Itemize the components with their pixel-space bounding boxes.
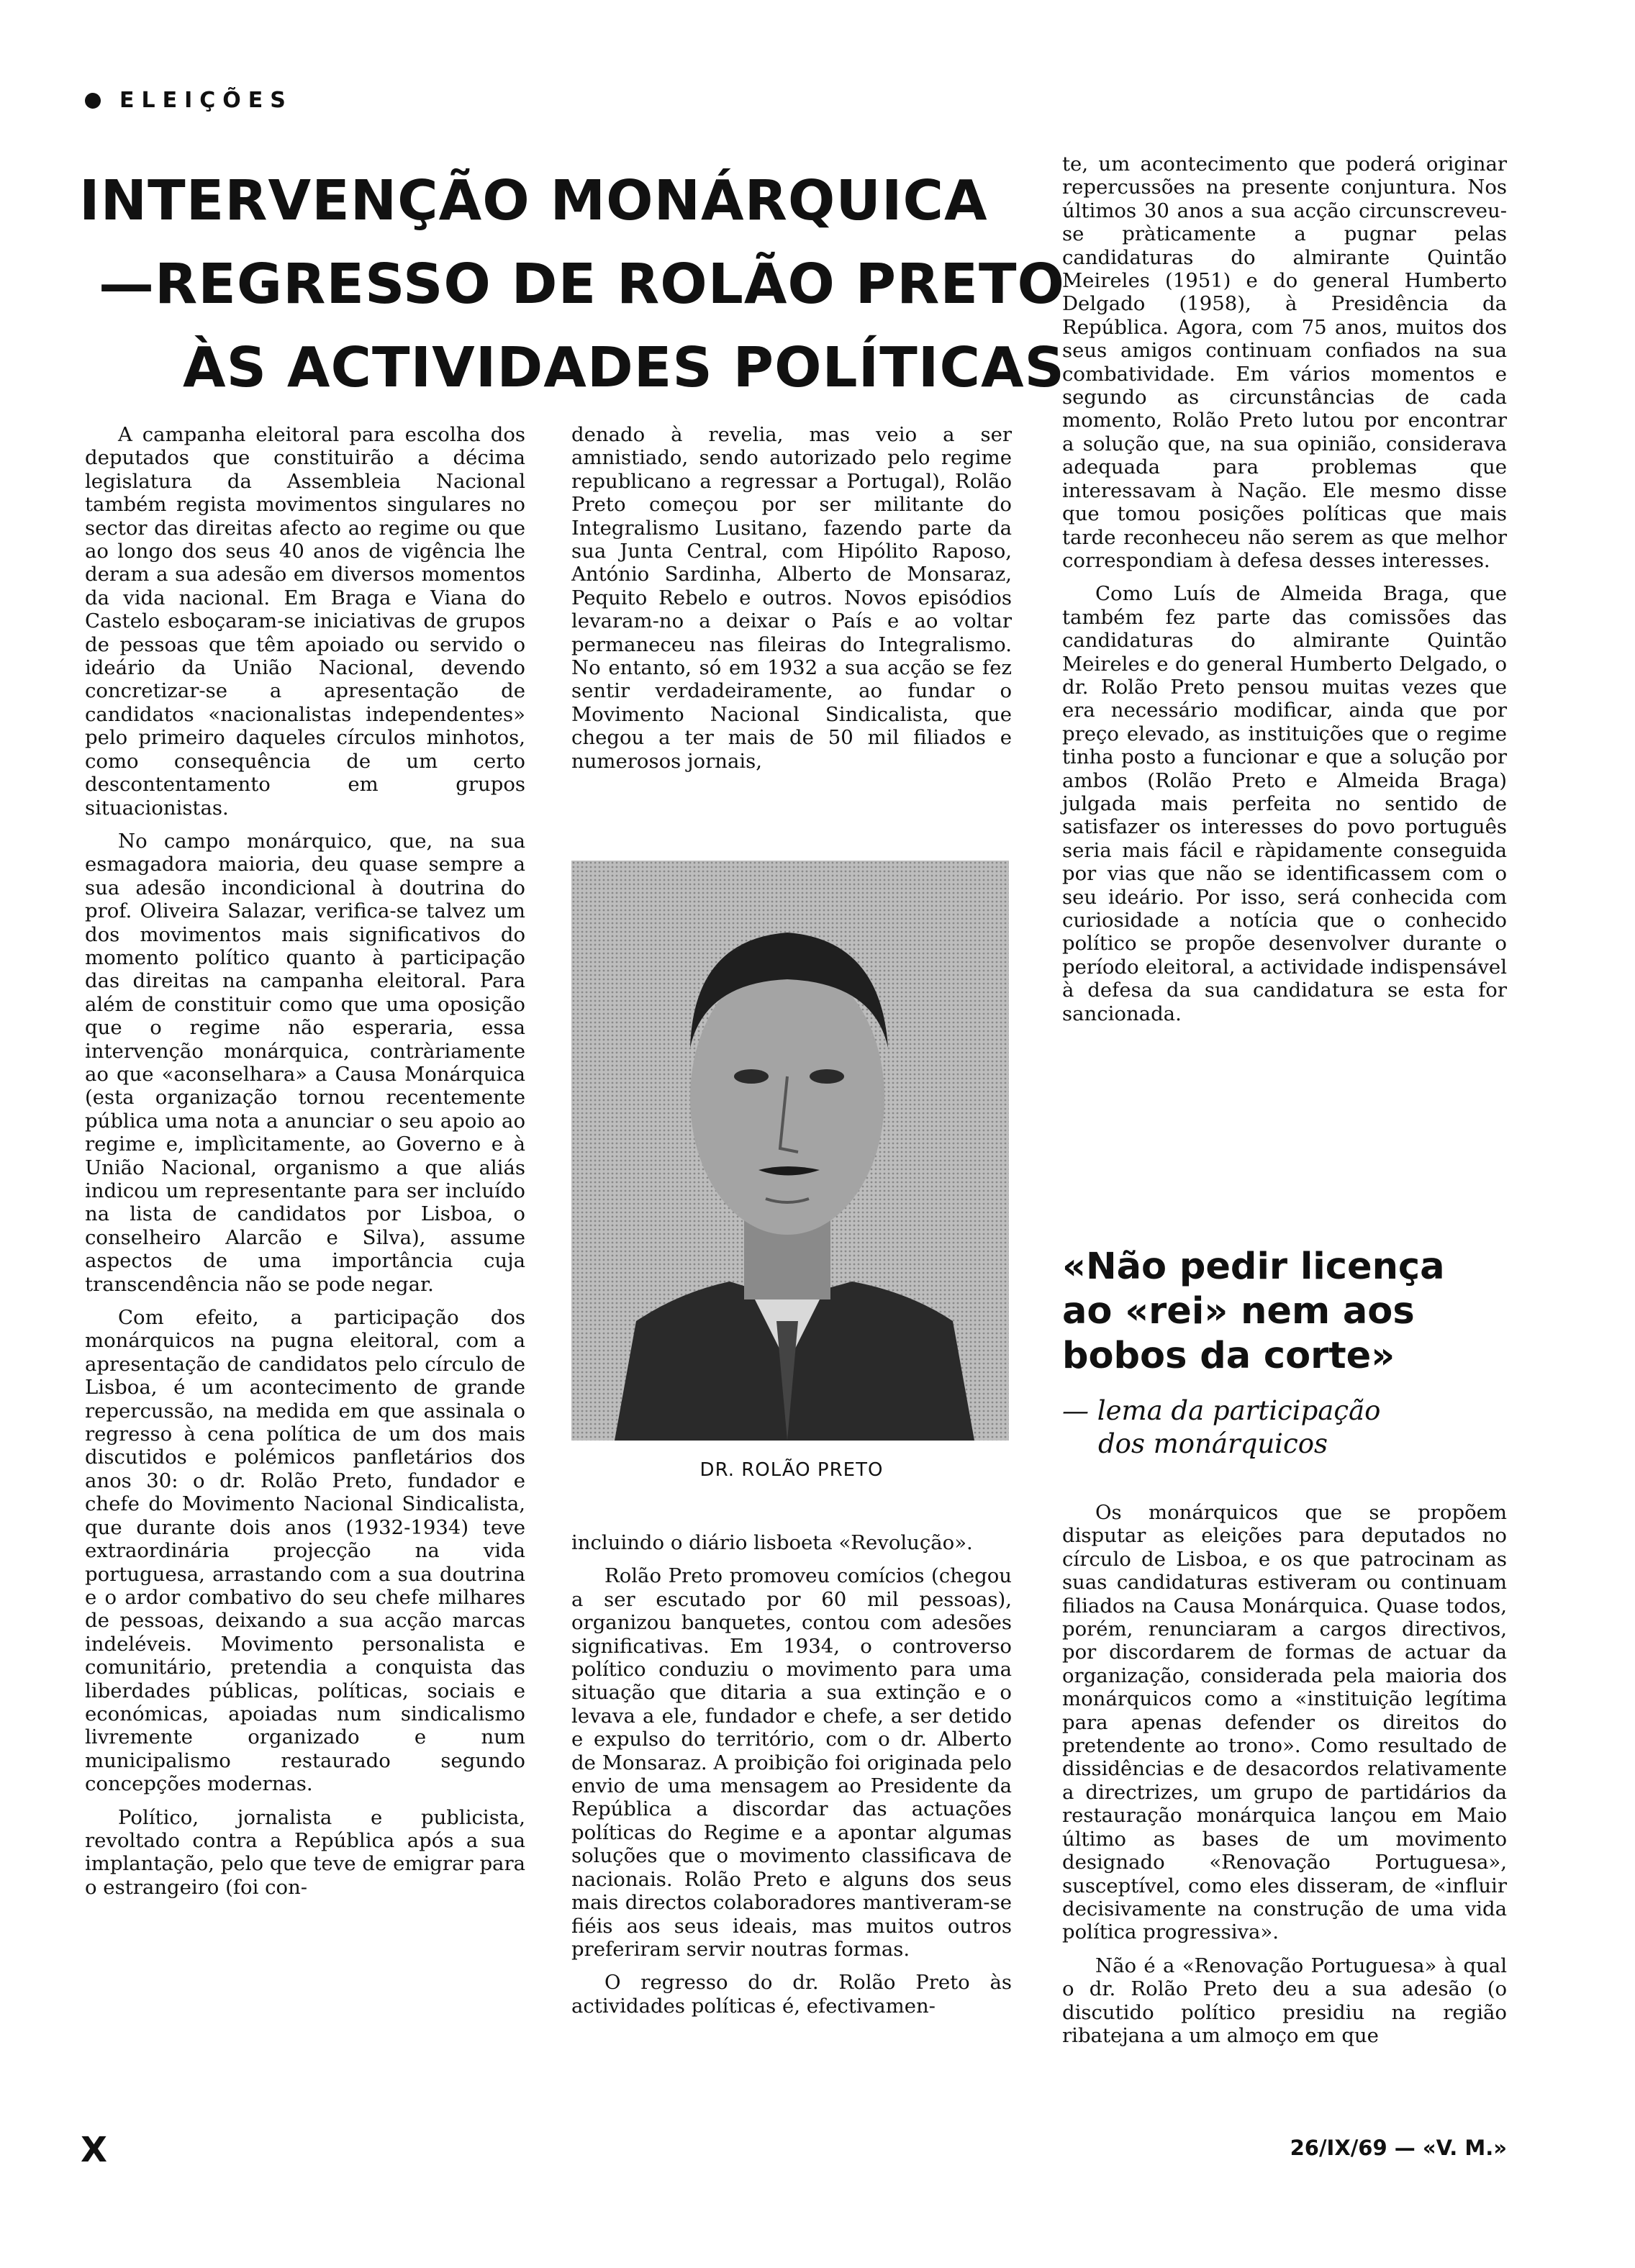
article-column-1 bbox=[85, 423, 525, 1909]
sidebar-article-column bbox=[1062, 1501, 1507, 2057]
paragraph: te, um acontecimento que poderá originar repercussões na presente conjuntura. Nos últimos 30 anos a sua acção circunscreveu-se pràticamente a pugnar pelas candidaturas do almirante Quintão Meireles (1951) e do general Humberto Delgado (1958), à Presidência da República. Agora, com 75 anos, muitos dos seus amigos continuam confiados na sua combatividade. Em vários momentos e segundo as circunstâncias de cada momento, Rolão Preto lutou por encontrar a solução que, na sua opinião, considerava adequada para problemas que interessavam à Nação. Ele mesmo disse que tomou posições políticas que mais tarde reconheceu não serem as que melhor correspondiam à defesa desses interesses. bbox=[1062, 153, 1507, 572]
article-column-2-top bbox=[571, 423, 1012, 783]
portrait-image bbox=[571, 861, 1009, 1441]
article-column-3-top bbox=[1062, 153, 1507, 1035]
sidebar-title bbox=[1062, 1245, 1508, 1379]
paragraph: incluindo o diário lisboeta «Revolução». bbox=[571, 1531, 973, 1554]
sidebar-title-line: ao «rei» nem aos bbox=[1062, 1290, 1415, 1333]
sidebar-title-line: «Não pedir licença bbox=[1062, 1246, 1445, 1288]
sidebar-title-line: bobos da corte» bbox=[1062, 1335, 1395, 1377]
issue-date: 26/IX/69 — «V. M.» bbox=[1290, 2136, 1507, 2160]
sidebar-subtitle-line: dos monárquicos bbox=[1098, 1428, 1328, 1459]
headline-line-1: INTERVENÇÃO MONÁRQUICA bbox=[79, 169, 988, 233]
bullet-icon bbox=[85, 93, 101, 109]
headline-line-3: ÀS ACTIVIDADES POLÍTICAS bbox=[183, 336, 1065, 400]
headline-line-2: —REGRESSO DE ROLÃO PRETO bbox=[98, 253, 1065, 317]
sidebar-subtitle-line: — lema da participação bbox=[1062, 1395, 1381, 1426]
paragraph: Político, jornalista e publicista, revoltado contra a República após a sua implantação, pelo que teve de emigrar para o estrangeiro (foi con- bbox=[85, 1805, 525, 1899]
paragraph: Como Luís de Almeida Braga, que também fez parte das comissões das candidaturas do almirante Quintão Meireles e do general Humberto Delgado, o dr. Rolão Preto pensou muitas vezes que era necessário modificar, ainda que por preço elevado, as instituições que o regime tinha posto a funcionar e que a solução por ambos (Rolão Preto e Almeida Braga) julgada mais perfeita no sentido de satisfazer os interesses do povo português seria mais fácil e ràpidamente conseguida por vias que não se identificassem com o seu ideário. Por isso, será conhecida com curiosidade a notícia que o conhecido político se propõe desenvolver durante o período eleitoral, a actividade indispensável à defesa da sua candidatura se esta for sancionada. bbox=[1062, 582, 1507, 1025]
photo-caption: DR. ROLÃO PRETO bbox=[699, 1459, 884, 1481]
section-header bbox=[85, 88, 293, 113]
paragraph: Com efeito, a participação dos monárquicos na pugna eleitoral, com a apresentação de candidatos pelo círculo de Lisboa, é um acontecimento de grande repercussão, na medida em que assinala o regresso à cena política de um dos mais discutidos e polémicos panfletários dos anos 30: o dr. Rolão Preto, fundador e chefe do Movimento Nacional Sindicalista, que durante dois anos (1932-1934) teve extraordinária projecção na vida portuguesa, arrastando com a sua doutrina e o ardor combativo do seu chefe milhares de pessoas, deixando a sua acção marcas indeléveis. Movimento personalista e comunitário, pretendia a conquista das liberdades públicas, políticas, sociais e económicas, apoiadas num sindicalismo livremente organizado e num municipalismo restaurado segundo concepções modernas. bbox=[85, 1306, 525, 1796]
headline bbox=[79, 160, 1065, 410]
paragraph: A campanha eleitoral para escolha dos deputados que constituirão a décima legislatura da Assembleia Nacional também regista movimentos singulares no sector das direitas afecto ao regime ou que ao longo dos seus 40 anos de vigência lhe deram a sua adesão em diversos momentos da vida nacional. Em Braga e Viana do Castelo esboçaram-se iniciativas de grupos de pessoas que têm apoiado ou servido o ideário da União Nacional, devendo concretizar-se a apresentação de candidatos «nacionalistas independentes» pelo primeiro daqueles círculos minhotos, como consequência de um certo descontentamento em grupos situacionistas. bbox=[85, 423, 525, 820]
paragraph: Rolão Preto promoveu comícios (chegou a ser escutado por 60 mil pessoas), organizou banquetes, contou com adesões significativas. Em 1934, o controverso político conduziu o movimento para uma situação que ditaria a sua extinção e o levava a ele, fundador e chefe, a ser detido e expulso do território, com o dr. Alberto de Monsaraz. A proibição foi originada pelo envio de uma mensagem ao Presidente da República a discordar das actuações políticas do Regime e a apontar algumas soluções que o movimento classificava de nacionais. Rolão Preto e alguns dos seus mais directos colaboradores mantiveram-se fiéis aos seus ideais, mas muitos outros preferiram servir noutras formas. bbox=[571, 1564, 1012, 1961]
section-label: ELEIÇÕES bbox=[119, 88, 293, 113]
paragraph: No campo monárquico, que, na sua esmagadora maioria, deu quase sempre a sua adesão incondicional à doutrina do prof. Oliveira Salazar, verifica-se talvez um dos movimentos mais significativos do momento político quanto à participação das direitas na campanha eleitoral. Para além de constituir como que uma oposição que o regime não esperaria, essa intervenção monárquica, contràriamente ao que «aconselhara» a Causa Monárquica (esta organização tornou recentemente pública uma nota a anunciar o seu apoio ao regime e, implìcitamente, ao Governo e à União Nacional, organismo a que aliás indicou um representante para ser incluído na lista de candidatos por Lisboa, o conselheiro Alarcão e Silva), assume aspectos de uma importância cuja transcendência não se pode negar. bbox=[85, 829, 525, 1296]
portrait-photo bbox=[571, 861, 1009, 1441]
paragraph: denado à revelia, mas veio a ser amnistiado, sendo autorizado pelo regime republicano a regressar a Portugal), Rolão Preto começou por ser militante do Integralismo Lusitano, fazendo parte da sua Junta Central, com Hipólito Raposo, António Sardinha, Alberto de Monsaraz, Pequito Rebelo e outros. Novos episódios levaram-no a deixar o País e ao voltar permaneceu nas fileiras do Integralismo. No entanto, só em 1932 a sua acção se fez sentir verdadeiramente, ao fundar o Movimento Nacional Sindicalista, que chegou a ter mais de 50 mil filiados e numerosos jornais, bbox=[571, 423, 1012, 773]
paragraph: Não é a «Renovação Portuguesa» à qual o dr. Rolão Preto deu a sua adesão (o discutido político presidiu na região ribatejana a um almoço em que bbox=[1062, 1954, 1507, 2047]
sidebar-subtitle bbox=[1062, 1394, 1508, 1461]
article-column-2-bottom bbox=[571, 1531, 1012, 2028]
paragraph: O regresso do dr. Rolão Preto às actividades políticas é, efectivamen- bbox=[571, 1971, 1012, 2018]
page-mark: X bbox=[81, 2130, 108, 2170]
paragraph: Os monárquicos que se propõem disputar as eleições para deputados no círculo de Lisboa, e os que patrocinam as suas candidaturas estiveram ou continuam filiados na Causa Monárquica. Quase todos, porém, renunciaram a cargos directivos, por discordarem de formas de actuar da organização, considerada pela maioria dos monárquicos como a «instituição legítima para apenas defender os direitos do pretendente ao trono». Como resultado de dissidências e de desacordos relativamente a directrizes, um grupo de partidários da restauração monárquica lançou em Maio último as bases de um movimento designado «Renovação Portuguesa», susceptível, como eles disseram, de «influir decisivamente na construção de uma vida política progressiva». bbox=[1062, 1501, 1507, 1944]
